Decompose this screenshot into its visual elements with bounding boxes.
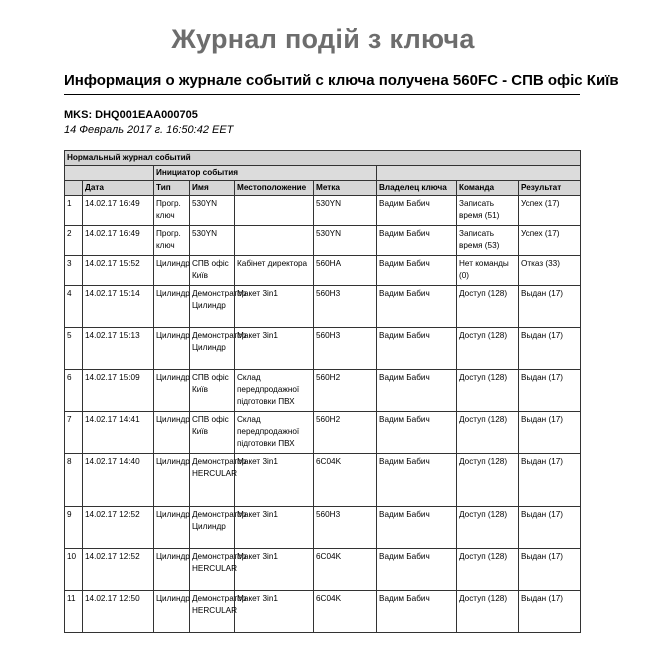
cell-owner: Вадим Бабич [377,549,457,591]
cell-result: Выдан (17) [519,591,581,633]
cell-name: Демонстратор HERCULAR [190,591,235,633]
cell-tag: 530YN [314,226,377,256]
cell-num: 3 [65,256,83,286]
cell-name: Демонстратор HERCULAR [190,454,235,507]
cell-date: 14.02.17 14:40 [83,454,154,507]
cell-command: Нет команды (0) [457,256,519,286]
cell-command: Записать время (51) [457,196,519,226]
cell-name: СПВ офіс Київ [190,412,235,454]
table-row [65,507,581,549]
cell-num: 5 [65,328,83,370]
cell-command: Доступ (128) [457,412,519,454]
cell-result: Выдан (17) [519,370,581,412]
group-header-blank-right [377,166,581,181]
cell-command: Доступ (128) [457,454,519,507]
cell-date: 14.02.17 12:52 [83,507,154,549]
cell-type: Цилиндр [154,591,190,633]
cell-num: 8 [65,454,83,507]
report-date: 14 Февраль 2017 г. 16:50:42 EET [64,124,234,136]
cell-type: Цилиндр [154,507,190,549]
table-row [65,591,581,633]
cell-tag: 560H3 [314,286,377,328]
cell-result: Успех (17) [519,196,581,226]
mks-label: MKS: DHQ001EAA000705 [64,109,198,121]
table-row [65,549,581,591]
cell-tag: 560HA [314,256,377,286]
document-subtitle: Информация о журнале событий с ключа получена 560FC - СПВ офіс Київ [64,72,619,89]
cell-location: Макет 3in1 [235,507,314,549]
cell-owner: Вадим Бабич [377,196,457,226]
initiator-header: Инициатор события [154,166,377,181]
cell-num: 11 [65,591,83,633]
cell-location: Макет 3in1 [235,328,314,370]
cell-owner: Вадим Бабич [377,328,457,370]
cell-tag: 560H2 [314,412,377,454]
cell-num: 2 [65,226,83,256]
cell-owner: Вадим Бабич [377,370,457,412]
cell-command: Доступ (128) [457,370,519,412]
cell-result: Выдан (17) [519,286,581,328]
cell-num: 4 [65,286,83,328]
cell-date: 14.02.17 12:50 [83,591,154,633]
table-row [65,286,581,328]
cell-command: Доступ (128) [457,286,519,328]
cell-result: Успех (17) [519,226,581,256]
cell-owner: Вадим Бабич [377,591,457,633]
document-title: Журнал подій з ключа [171,24,475,54]
cell-result: Выдан (17) [519,412,581,454]
cell-num: 9 [65,507,83,549]
cell-command: Доступ (128) [457,549,519,591]
cell-name: Демонстратор Цилиндр [190,328,235,370]
cell-date: 14.02.17 15:09 [83,370,154,412]
cell-tag: 530YN [314,196,377,226]
cell-tag: 6C04K [314,454,377,507]
cell-command: Записать время (53) [457,226,519,256]
cell-name: Демонстратор HERCULAR [190,549,235,591]
cell-tag: 6C04K [314,549,377,591]
group-header-row [65,166,581,181]
cell-result: Выдан (17) [519,328,581,370]
table-row [65,196,581,226]
col-header-result: Результат [519,181,581,196]
cell-location: Кабінет директора [235,256,314,286]
cell-name: 530YN [190,196,235,226]
column-header-row [65,181,581,196]
cell-date: 14.02.17 15:13 [83,328,154,370]
cell-name: СПВ офіс Київ [190,370,235,412]
cell-result: Выдан (17) [519,549,581,591]
cell-owner: Вадим Бабич [377,226,457,256]
table-row [65,370,581,412]
cell-date: 14.02.17 16:49 [83,196,154,226]
col-header-location: Местоположение [235,181,314,196]
cell-location [235,196,314,226]
event-log-table [64,150,581,633]
cell-type: Цилиндр [154,328,190,370]
cell-type: Цилиндр [154,412,190,454]
cell-command: Доступ (128) [457,328,519,370]
cell-num: 6 [65,370,83,412]
cell-date: 14.02.17 16:49 [83,226,154,256]
cell-location: Склад передпродажної підготовки ПВХ [235,412,314,454]
col-header-date: Дата [83,181,154,196]
section-header-row [65,151,581,166]
cell-name: 530YN [190,226,235,256]
cell-type: Цилиндр [154,454,190,507]
table-row [65,256,581,286]
cell-location: Макет 3in1 [235,591,314,633]
cell-type: Цилиндр [154,256,190,286]
cell-owner: Вадим Бабич [377,256,457,286]
col-header-name: Имя [190,181,235,196]
cell-tag: 560H3 [314,507,377,549]
cell-type: Цилиндр [154,370,190,412]
cell-command: Доступ (128) [457,591,519,633]
cell-location: Макет 3in1 [235,549,314,591]
cell-owner: Вадим Бабич [377,286,457,328]
cell-tag: 560H3 [314,328,377,370]
cell-name: Демонстратор Цилиндр [190,507,235,549]
cell-location: Склад передпродажної підготовки ПВХ [235,370,314,412]
col-header-num [65,181,83,196]
table-row [65,226,581,256]
cell-tag: 560H2 [314,370,377,412]
cell-command: Доступ (128) [457,507,519,549]
cell-location [235,226,314,256]
cell-name: СПВ офіс Київ [190,256,235,286]
cell-num: 7 [65,412,83,454]
header-divider [64,94,580,95]
cell-num: 10 [65,549,83,591]
cell-date: 14.02.17 15:14 [83,286,154,328]
col-header-owner: Владелец ключа [377,181,457,196]
cell-result: Выдан (17) [519,454,581,507]
col-header-command: Команда [457,181,519,196]
cell-result: Выдан (17) [519,507,581,549]
col-header-tag: Метка [314,181,377,196]
table-row [65,328,581,370]
col-header-type: Тип [154,181,190,196]
section-title: Нормальный журнал событий [65,151,581,166]
cell-location: Макет 3in1 [235,286,314,328]
cell-date: 14.02.17 14:41 [83,412,154,454]
cell-owner: Вадим Бабич [377,412,457,454]
cell-name: Демонстратор Цилиндр [190,286,235,328]
cell-date: 14.02.17 12:52 [83,549,154,591]
group-header-blank [65,166,154,181]
table-row [65,454,581,507]
cell-result: Отказ (33) [519,256,581,286]
cell-type: Цилиндр [154,549,190,591]
cell-owner: Вадим Бабич [377,454,457,507]
cell-type: Цилиндр [154,286,190,328]
table-row [65,412,581,454]
cell-num: 1 [65,196,83,226]
cell-location: Макет 3in1 [235,454,314,507]
cell-date: 14.02.17 15:52 [83,256,154,286]
cell-type: Прогр. ключ [154,226,190,256]
cell-type: Прогр. ключ [154,196,190,226]
cell-owner: Вадим Бабич [377,507,457,549]
cell-tag: 6C04K [314,591,377,633]
